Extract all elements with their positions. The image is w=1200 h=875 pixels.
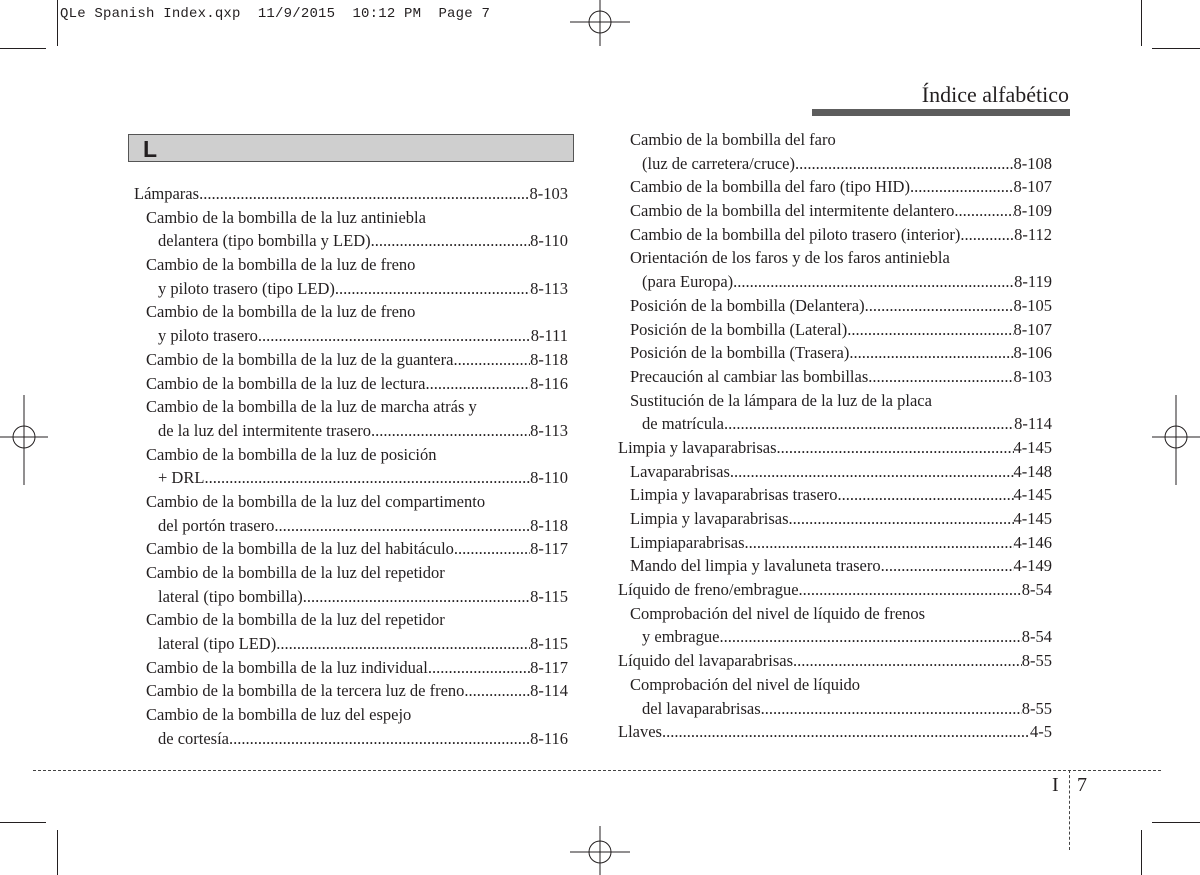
index-entry-text: de cortesía	[158, 728, 230, 748]
index-entry-page: 4-145	[1013, 509, 1052, 528]
index-entry-text: Cambio de la bombilla de la luz individual	[146, 657, 428, 677]
print-slug: QLe Spanish Index.qxp 11/9/2015 10:12 PM Page 7	[60, 6, 491, 22]
index-entry-page: 4-148	[1013, 461, 1052, 481]
dot-leader	[745, 531, 1014, 555]
index-entry	[134, 632, 568, 656]
index-entry-page: 8-114	[530, 681, 568, 701]
index-entry-text: Comprobación del nivel de líquido	[630, 674, 861, 694]
index-entry-text: Limpiaparabrisas	[630, 532, 745, 552]
crop-mark	[1152, 822, 1200, 823]
dot-leader	[258, 324, 531, 348]
index-entry-text: Líquido de freno/embrague	[618, 580, 799, 600]
registration-mark-icon	[570, 826, 630, 875]
index-entry	[134, 277, 568, 301]
index-entry-page: 8-110	[530, 468, 568, 488]
index-entry	[618, 318, 1052, 342]
dot-leader	[865, 294, 1014, 318]
index-entry	[618, 199, 1052, 223]
index-entry-text: Lámparas	[134, 184, 200, 203]
dot-leader	[795, 152, 1014, 176]
dot-leader	[335, 277, 530, 301]
index-entry-text: Cambio de la bombilla de la luz de la guantera	[146, 349, 454, 369]
index-entry-text: Cambio de la bombilla de la luz de lectura	[146, 373, 426, 393]
dot-leader	[954, 199, 1013, 223]
index-entry	[134, 395, 568, 419]
index-entry	[134, 206, 568, 230]
index-entry-text: delantera (tipo bombilla y LED)	[158, 231, 371, 251]
index-entry-page: 8-111	[530, 326, 568, 346]
index-entry-page: 8-109	[1013, 201, 1052, 221]
index-entry-text: y piloto trasero (tipo LED)	[158, 278, 335, 298]
index-entry-page: 8-55	[1021, 698, 1052, 718]
index-entry	[134, 490, 568, 514]
index-entry-page: 4-149	[1013, 556, 1052, 576]
dot-leader	[724, 412, 1014, 436]
index-entry-text: + DRL	[158, 468, 205, 488]
crop-mark	[1141, 0, 1142, 46]
index-entry-text: Precaución al cambiar las bombillas	[630, 366, 869, 386]
index-entry	[134, 443, 568, 467]
dot-leader	[793, 649, 1022, 673]
dot-leader	[730, 460, 1014, 484]
index-entry	[134, 537, 568, 561]
index-entry	[618, 483, 1052, 507]
index-entry	[618, 341, 1052, 365]
index-entry	[134, 466, 568, 490]
index-entry	[618, 697, 1052, 721]
index-entry	[134, 608, 568, 632]
index-entry	[134, 679, 568, 703]
dot-leader	[733, 270, 1014, 294]
section-letter-box	[128, 134, 574, 162]
index-entry	[134, 703, 568, 727]
index-entry-text: y piloto trasero	[158, 326, 258, 346]
index-entry-page: 8-108	[1013, 153, 1052, 173]
index-entry-page: 8-118	[530, 515, 568, 535]
dot-leader	[868, 365, 1013, 389]
index-entry-text: Mando del limpia y lavaluneta trasero	[630, 556, 881, 576]
dot-leader	[719, 625, 1021, 649]
index-entry	[134, 561, 568, 585]
dot-leader	[910, 175, 1014, 199]
index-entry-text: Cambio de la bombilla de la luz del habitáculo	[146, 539, 454, 559]
index-entry	[134, 253, 568, 277]
index-entry-text: Cambio de la bombilla del faro (tipo HID)	[630, 177, 910, 197]
index-entry-page: 8-117	[530, 539, 568, 559]
index-entry-text: Cambio de la bombilla de la tercera luz de freno	[146, 681, 465, 701]
index-entry	[134, 324, 568, 348]
index-entry-text: Posición de la bombilla (Delantera)	[630, 295, 865, 315]
index-entry-text: Cambio de la bombilla de la luz del compartimento	[146, 491, 486, 511]
crop-mark	[0, 48, 46, 49]
index-entry-page: 8-54	[1021, 580, 1052, 600]
index-entry-text: Lavaparabrisas	[630, 461, 730, 481]
index-entry	[618, 531, 1052, 555]
index-entry	[618, 175, 1052, 199]
index-entry-page: 8-54	[1021, 627, 1052, 647]
dot-leader	[799, 578, 1022, 602]
dot-leader	[204, 466, 530, 490]
index-entry	[134, 182, 568, 206]
index-entry	[618, 578, 1052, 602]
index-entry-text: Llaves	[618, 722, 662, 742]
index-entry-text: y embrague	[642, 627, 720, 647]
index-entry	[618, 294, 1052, 318]
index-entry-text: Cambio de la bombilla de la luz de freno	[146, 255, 416, 275]
index-entry-text: Cambio de la bombilla del faro	[630, 130, 836, 149]
index-entry	[618, 412, 1052, 436]
dot-leader	[662, 720, 1030, 744]
dot-leader	[847, 318, 1013, 342]
header-bar	[812, 109, 1070, 116]
index-entry-page: 8-116	[530, 728, 568, 748]
index-entry-text: Cambio de la bombilla de la luz de posición	[146, 444, 437, 464]
index-entry	[618, 720, 1052, 744]
index-entry	[134, 656, 568, 680]
index-entry	[134, 514, 568, 538]
index-entry	[618, 365, 1052, 389]
index-entry-page: 4-145	[1013, 437, 1052, 457]
index-entry	[618, 389, 1052, 413]
index-entry	[618, 649, 1052, 673]
dot-leader	[276, 632, 530, 656]
index-entry-page: 8-115	[530, 586, 568, 606]
index-entry-page: 8-105	[1013, 295, 1052, 315]
crop-mark	[1152, 48, 1200, 49]
index-entry-text: Posición de la bombilla (Trasera)	[630, 343, 850, 363]
dot-leader	[426, 372, 531, 396]
dot-leader	[428, 656, 530, 680]
index-entry-text: Limpia y lavaparabrisas trasero	[630, 485, 838, 505]
index-entry-page: 8-107	[1013, 319, 1052, 339]
dot-leader	[881, 554, 1014, 578]
index-entry	[134, 348, 568, 372]
index-entry-page: 8-55	[1021, 651, 1052, 671]
index-entry	[618, 246, 1052, 270]
index-entry-page: 8-116	[530, 373, 568, 393]
index-column-left	[134, 182, 568, 751]
index-entry	[618, 223, 1052, 247]
crop-mark	[0, 822, 46, 823]
index-entry-text: Limpia y lavaparabrisas	[630, 509, 789, 528]
index-entry-text: de la luz del intermitente trasero	[158, 420, 372, 440]
index-entry	[618, 152, 1052, 176]
index-entry-text: (para Europa)	[642, 272, 734, 292]
index-entry	[618, 460, 1052, 484]
folio-divider	[1069, 770, 1070, 850]
dot-leader	[303, 585, 530, 609]
dot-leader	[229, 727, 530, 751]
index-entry	[134, 585, 568, 609]
index-entry	[618, 128, 1052, 152]
index-entry-text: Cambio de la bombilla de la luz de freno	[146, 302, 416, 322]
registration-mark-icon	[570, 0, 630, 46]
index-entry	[618, 507, 1052, 531]
index-entry-text: Comprobación del nivel de líquido de frenos	[630, 603, 926, 623]
index-entry-text: Cambio de la bombilla del intermitente delantero	[630, 201, 955, 221]
index-entry	[134, 419, 568, 443]
index-entry	[134, 727, 568, 751]
index-entry-page: 8-106	[1013, 343, 1052, 363]
index-entry-text: de matrícula	[642, 414, 725, 434]
index-entry-text: Líquido del lavaparabrisas	[618, 651, 794, 671]
index-entry-text: Orientación de los faros y de los faros antiniebla	[630, 248, 950, 268]
index-entry-text: (luz de carretera/cruce)	[642, 153, 795, 173]
index-entry-page: 8-113	[530, 278, 568, 298]
dot-leader	[777, 436, 1014, 460]
index-entry-text: Limpia y lavaparabrisas	[618, 437, 777, 457]
index-entry-page: 8-112	[1014, 224, 1052, 244]
index-column-right	[618, 128, 1052, 744]
dot-leader	[371, 419, 530, 443]
dot-leader	[274, 514, 530, 538]
dot-leader	[199, 182, 529, 206]
index-entry-page: 8-113	[530, 420, 568, 440]
index-entry	[618, 270, 1052, 294]
index-entry	[618, 554, 1052, 578]
index-entry	[618, 625, 1052, 649]
dot-leader	[761, 697, 1022, 721]
index-entry-page: 4-5	[1030, 722, 1052, 742]
index-entry-page: 8-107	[1013, 177, 1052, 197]
index-entry-page: 8-115	[530, 634, 568, 654]
index-entry-text: del lavaparabrisas	[642, 698, 761, 718]
index-entry-text: Cambio de la bombilla del piloto trasero (interior)	[630, 224, 961, 244]
index-entry	[134, 300, 568, 324]
footer-section: I	[1052, 774, 1059, 796]
crop-mark	[57, 830, 58, 875]
index-entry-page: 8-118	[530, 349, 568, 369]
index-entry-text: Cambio de la bombilla de la luz de marcha atrás y	[146, 397, 477, 417]
index-entry-page: 4-145	[1013, 485, 1052, 505]
index-entry-text: Cambio de la bombilla de la luz del repetidor	[146, 610, 445, 630]
index-entry-page: 8-114	[1014, 414, 1052, 434]
index-entry-text: Cambio de la bombilla de la luz antiniebla	[146, 207, 426, 227]
crop-mark	[57, 0, 58, 46]
index-entry-text: Posición de la bombilla (Lateral)	[630, 319, 848, 339]
registration-mark-icon	[0, 395, 48, 485]
dot-leader	[453, 348, 530, 372]
index-entry-text: lateral (tipo LED)	[158, 634, 277, 654]
index-entry-page: 8-110	[530, 231, 568, 251]
section-letter: L	[143, 136, 158, 162]
crop-mark	[1141, 830, 1142, 875]
index-entry-text: lateral (tipo bombilla)	[158, 586, 303, 606]
index-entry-page: 8-119	[1014, 272, 1052, 292]
dot-leader	[464, 679, 530, 703]
footer-rule	[33, 770, 1161, 771]
dot-leader	[960, 223, 1014, 247]
page-title: Índice alfabético	[921, 82, 1069, 107]
dot-leader	[454, 537, 530, 561]
index-entry-text: Cambio de la bombilla de la luz del repetidor	[146, 563, 445, 582]
index-entry	[618, 436, 1052, 460]
dot-leader	[789, 507, 1014, 531]
index-entry	[618, 673, 1052, 697]
index-entry	[134, 229, 568, 253]
dot-leader	[838, 483, 1014, 507]
index-entry-page: 8-117	[530, 657, 568, 677]
index-entry-text: Sustitución de la lámpara de la luz de la placa	[630, 390, 932, 410]
index-entry-text: del portón trasero	[158, 515, 275, 535]
dot-leader	[371, 229, 531, 253]
index-entry	[134, 372, 568, 396]
page-number: 7	[1077, 774, 1087, 796]
index-entry	[618, 602, 1052, 626]
registration-mark-icon	[1152, 395, 1200, 485]
index-entry-page: 8-103	[1013, 366, 1052, 386]
dot-leader	[849, 341, 1013, 365]
index-entry-page: 4-146	[1013, 532, 1052, 552]
index-entry-page: 8-103	[529, 184, 568, 203]
index-entry-text: Cambio de la bombilla de luz del espejo	[146, 705, 412, 725]
